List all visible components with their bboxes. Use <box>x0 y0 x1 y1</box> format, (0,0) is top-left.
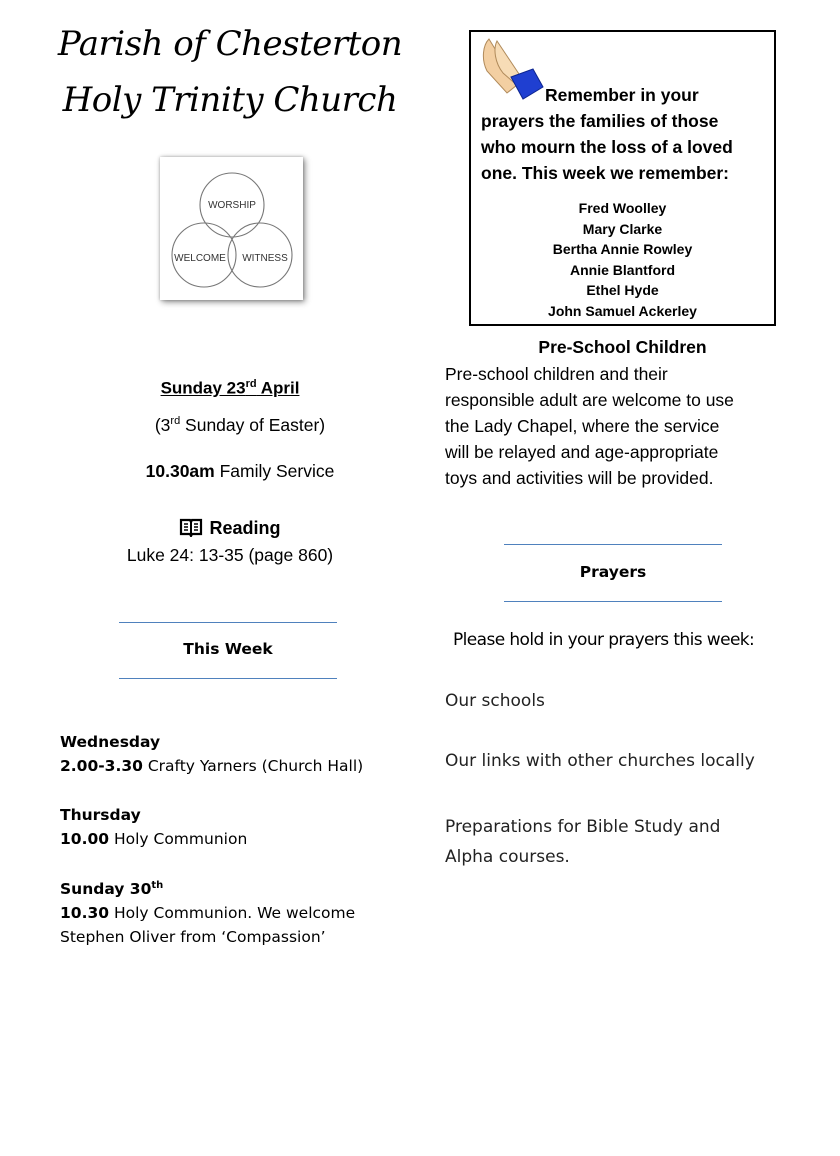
week-day: Sunday 30th <box>60 880 164 899</box>
this-week-heading: This Week <box>183 640 273 658</box>
week-item-wednesday <box>60 730 363 778</box>
memorial-name: Fred Woolley <box>578 200 667 216</box>
memorial-intro: Remember in your prayers the families of those who mourn the loss of a loved one. This week we remember: <box>481 85 733 183</box>
week-event: 2.00-3.30 Crafty Yarners (Church Hall) <box>60 757 364 775</box>
week-event: 10.00 Holy Communion <box>60 830 248 848</box>
logo-label-worship: WORSHIP <box>208 200 256 211</box>
memorial-name: Bertha Annie Rowley <box>552 241 693 257</box>
prayers-divider-top <box>504 544 722 545</box>
week-day: Wednesday <box>60 733 161 751</box>
memorial-name: Annie Blantford <box>570 261 675 278</box>
week-event-continued: Stephen Oliver from ‘Compassion’ <box>60 928 326 947</box>
parish-title: Parish of Chesterton <box>57 24 403 64</box>
preschool-text: Pre-school children and their responsible adult are welcome to use the Lady Chapel, where the service will be relayed and age-appropriate toys and activities will be provided. <box>445 364 734 488</box>
venn-diagram <box>160 157 303 300</box>
week-item-thursday <box>60 803 247 851</box>
prayers-intro: Please hold in your prayers this week: <box>453 630 755 650</box>
week-event: 10.30 Holy Communion. We welcome <box>60 904 356 923</box>
memorial-box <box>469 30 776 326</box>
church-title: Holy Trinity Church <box>62 80 398 120</box>
this-week-divider-bottom <box>119 678 337 679</box>
preschool-heading: Pre-School Children <box>538 337 707 357</box>
week-item-sunday <box>60 874 355 949</box>
service-date: Sunday 23rd April <box>160 378 300 398</box>
open-book-icon <box>179 517 203 542</box>
prayers-divider-bottom <box>504 601 722 602</box>
prayer-item: Our links with other churches locally <box>445 751 755 771</box>
prayers-heading: Prayers <box>579 563 647 581</box>
prayer-item: Preparations for Bible Study and Alpha courses. <box>445 817 721 867</box>
reading-reference: Luke 24: 13-35 (page 860) <box>126 545 334 565</box>
church-logo <box>160 157 303 300</box>
week-day: Thursday <box>60 806 141 824</box>
service-time: 10.30am Family Service <box>145 461 335 481</box>
memorial-name: Mary Clarke <box>582 220 663 237</box>
reading-heading: Reading <box>40 517 420 542</box>
memorial-names <box>471 198 774 321</box>
service-occasion: (3rd Sunday of Easter) <box>154 415 326 435</box>
this-week-divider-top <box>119 622 337 623</box>
logo-label-welcome: WELCOME <box>174 253 226 264</box>
memorial-name: Ethel Hyde <box>586 282 659 298</box>
memorial-name: John Samuel Ackerley <box>548 302 697 319</box>
prayer-item: Our schools <box>445 691 545 711</box>
logo-label-witness: WITNESS <box>242 253 288 264</box>
